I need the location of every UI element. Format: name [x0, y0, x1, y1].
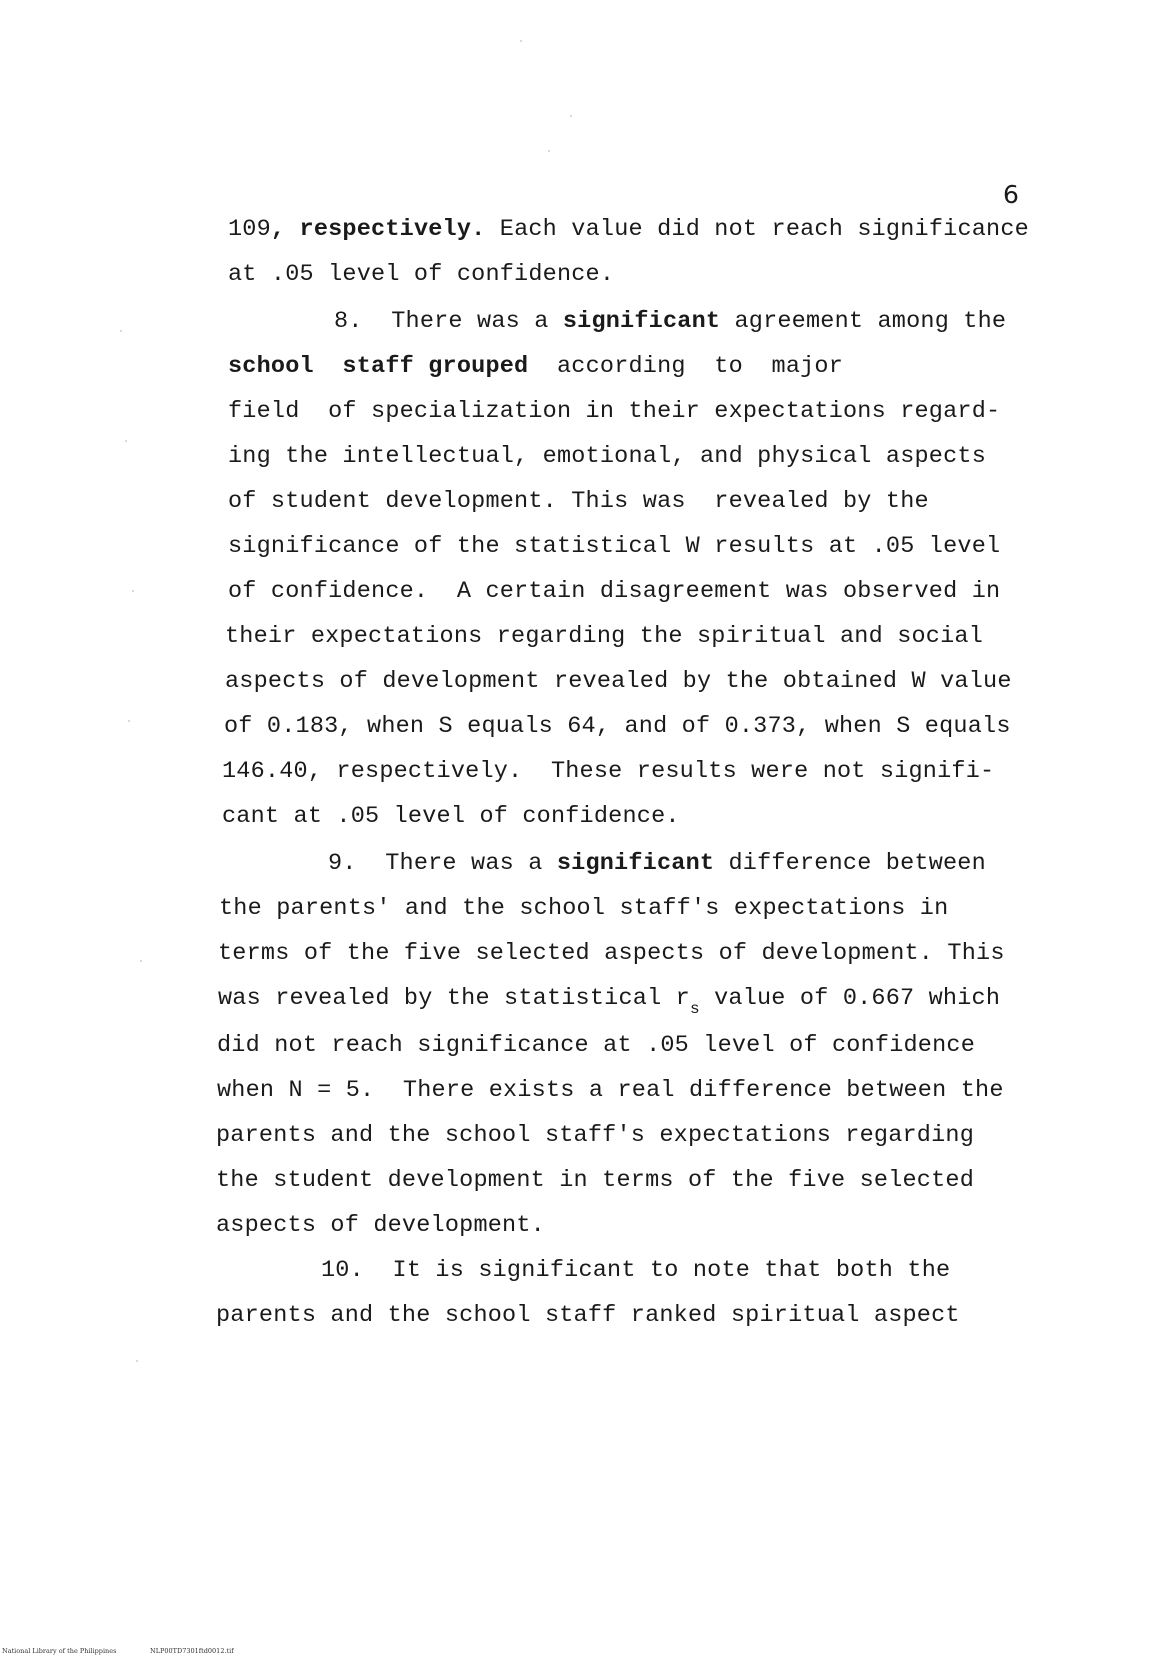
text-line: 10. It is significant to note that both the — [321, 1257, 951, 1284]
scan-speck — [548, 150, 550, 152]
scan-speck — [120, 330, 122, 332]
scan-speck — [570, 115, 572, 117]
scan-speck — [128, 720, 130, 722]
text-line: of 0.183, when S equals 64, and of 0.373, when S equals — [224, 713, 1011, 740]
page-number: 6 — [1003, 180, 1019, 209]
text-line: school staff grouped according to major — [228, 353, 844, 380]
scan-speck — [125, 440, 127, 442]
text-line: 109, respectively. Each value did not reach significance — [228, 216, 1029, 243]
scan-speck — [140, 960, 142, 962]
text-line: of confidence. A certain disagreement was observed in — [228, 578, 1001, 605]
scan-speck — [136, 1360, 138, 1362]
footer-library: National Library of the Philippines — [2, 1647, 117, 1655]
text-line: field of specialization in their expectations regard- — [228, 398, 1001, 425]
text-line: the parents' and the school staff's expectations in — [219, 895, 949, 922]
text-line: cant at .05 level of confidence. — [222, 803, 680, 830]
footer-file: NLP00TD7301ftd0012.tif — [150, 1647, 234, 1655]
text-line: terms of the five selected aspects of development. This — [218, 940, 1005, 967]
text-line: aspects of development revealed by the obtained W value — [225, 668, 1012, 695]
scan-speck — [132, 590, 134, 592]
text-line: significance of the statistical W results at .05 level — [228, 533, 1001, 560]
text-line: 8. There was a significant agreement among the — [334, 308, 1007, 335]
text-line: when N = 5. There exists a real difference between the — [217, 1077, 1004, 1104]
text-line: 146.40, respectively. These results were not signifi- — [222, 758, 995, 785]
text-line: ing the intellectual, emotional, and physical aspects — [228, 443, 987, 470]
text-line: parents and the school staff's expectations regarding — [216, 1122, 975, 1149]
text-line: their expectations regarding the spiritual and social — [225, 623, 984, 650]
text-line: aspects of development. — [216, 1212, 545, 1239]
text-line: did not reach significance at .05 level of confidence — [217, 1032, 976, 1059]
text-line: at .05 level of confidence. — [228, 261, 615, 288]
text-line: 9. There was a significant difference between — [328, 850, 986, 877]
scan-speck — [520, 40, 522, 42]
text-line: of student development. This was revealed by the — [228, 488, 929, 515]
text-line: the student development in terms of the five selected — [216, 1167, 975, 1194]
text-line: was revealed by the statistical $r_s$ value of 0.667 which — [218, 985, 1001, 1018]
text-line: parents and the school staff ranked spiritual aspect — [216, 1302, 960, 1329]
